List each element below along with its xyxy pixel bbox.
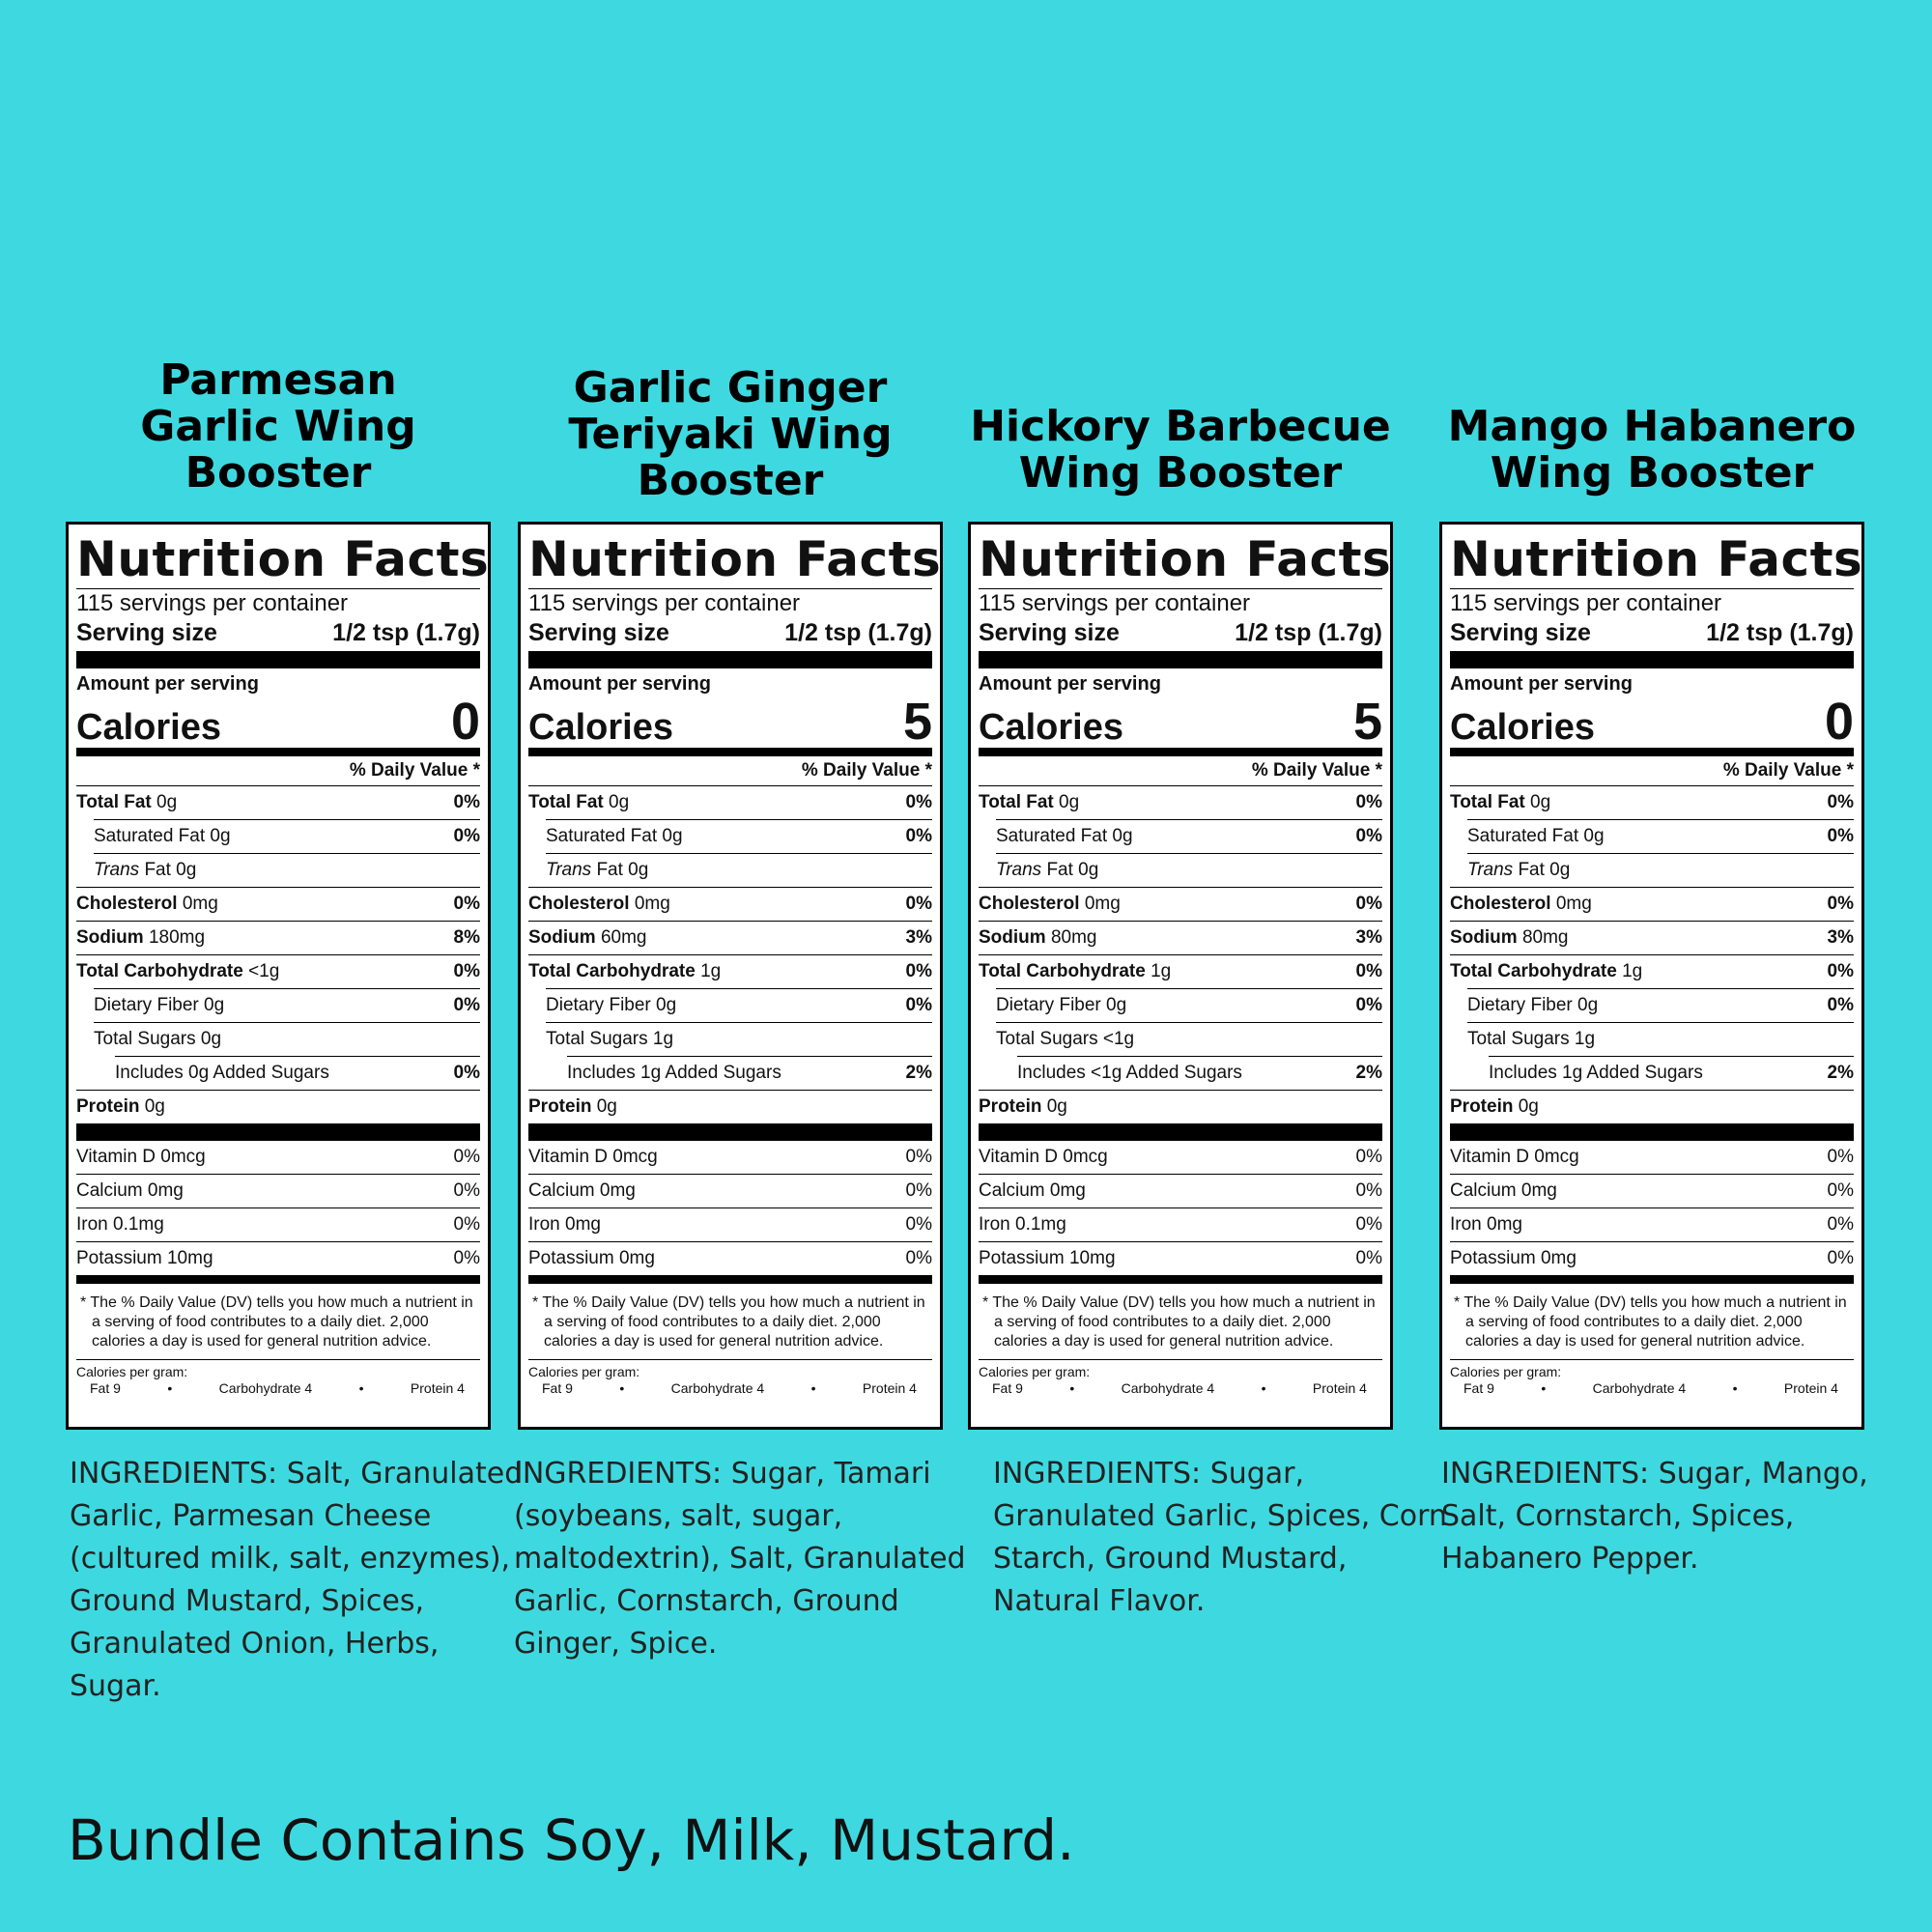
dietary-fiber-row (546, 988, 932, 1022)
cpg-protein: Protein 4 (1312, 1380, 1367, 1396)
protein-row (979, 1090, 1382, 1123)
protein-amount: 0g (1518, 1096, 1539, 1117)
bundle-allergens: Bundle Contains Soy, Milk, Mustard. (68, 1807, 1075, 1873)
servings-per-container: 115 servings per container (528, 590, 801, 616)
nutrition-facts-title: Nutrition Facts (979, 531, 1392, 587)
bullet: • (1261, 1380, 1266, 1396)
nutrition-facts-panel (518, 522, 943, 1430)
added-sugars-pct: 2% (905, 1063, 932, 1083)
dietary-fiber-pct: 0% (905, 995, 932, 1015)
product-title-line: Garlic Wing (140, 402, 416, 451)
saturated-fat-row (1467, 819, 1854, 853)
sodium-label: Sodium (1450, 927, 1518, 948)
cholesterol-pct: 0% (453, 894, 480, 914)
ingredients-text: INGREDIENTS: Sugar, Tamari (soybeans, salt, sugar, maltodextrin), Salt, Granulated Garlic, Cornstarch, Ground Ginger, Spice. (514, 1457, 966, 1661)
saturated-fat-pct: 0% (905, 826, 932, 846)
total-carbohydrate-row (1450, 954, 1854, 988)
calories-value: 0 (450, 693, 480, 751)
added-sugars-label: Includes 1g Added Sugars (567, 1063, 781, 1083)
total-carbohydrate-pct: 0% (1827, 961, 1854, 981)
serving-size-value: 1/2 tsp (1.7g) (332, 619, 480, 646)
nutrition-facts-panel (968, 522, 1393, 1430)
calories-value: 5 (902, 693, 932, 751)
total-fat-row (1450, 785, 1854, 819)
cholesterol-row (979, 887, 1382, 921)
cholesterol-pct: 0% (1355, 894, 1382, 914)
potassium-label: Potassium 10mg (76, 1248, 213, 1268)
total-fat-row (979, 785, 1382, 819)
total-carbohydrate-label: Total Carbohydrate (76, 961, 243, 981)
saturated-fat-row (996, 819, 1382, 853)
calories-label: Calories (76, 707, 221, 748)
protein-row (1450, 1090, 1854, 1123)
total-carbohydrate-amount: 1g (1151, 961, 1172, 981)
daily-value-footnote: * The % Daily Value (DV) tells you how much a nutrient in a serving of food contributes to a daily diet. 2,000 calories a day is used for general nutrition advice. (532, 1294, 925, 1350)
serving-size-label: Serving size (1450, 619, 1591, 646)
potassium-label: Potassium 10mg (979, 1248, 1116, 1268)
vitamin-d-pct: 0% (1827, 1147, 1854, 1167)
sodium-label: Sodium (979, 927, 1046, 948)
trans-fat-row (546, 853, 932, 887)
added-sugars-row (115, 1056, 480, 1090)
dietary-fiber-row (94, 988, 480, 1022)
iron-pct: 0% (453, 1214, 480, 1235)
trans-fat-row (94, 853, 480, 887)
total-carbohydrate-pct: 0% (453, 961, 480, 981)
product-title-line: Booster (637, 456, 824, 505)
total-sugars-row (996, 1022, 1382, 1056)
total-fat-pct: 0% (905, 792, 932, 812)
product-title-line: Parmesan (159, 355, 397, 405)
calories-value: 5 (1352, 693, 1382, 751)
calcium-pct: 0% (453, 1180, 480, 1201)
nutrition-facts-panel (1439, 522, 1864, 1430)
product-title-line: Wing Booster (1490, 448, 1814, 497)
cholesterol-amount: 0mg (634, 894, 670, 914)
product-title-line: Booster (185, 448, 372, 497)
vitamin-d-label: Vitamin D 0mcg (528, 1147, 658, 1167)
total-fat-amount: 0g (609, 792, 630, 812)
iron-row (979, 1208, 1382, 1241)
total-fat-pct: 0% (1827, 792, 1854, 812)
protein-amount: 0g (1046, 1096, 1067, 1117)
total-sugars-label: Total Sugars 1g (1467, 1029, 1596, 1049)
calcium-pct: 0% (1355, 1180, 1382, 1201)
dietary-fiber-row (1467, 988, 1854, 1022)
total-carbohydrate-row (979, 954, 1382, 988)
amount-per-serving: Amount per serving (979, 673, 1161, 695)
trans-fat-amount: Fat 0g (1046, 860, 1099, 880)
calories-row (1450, 693, 1854, 751)
serving-size-label: Serving size (528, 619, 669, 646)
dietary-fiber-label: Dietary Fiber 0g (1467, 995, 1599, 1015)
product-title-line: Mango Habanero (1447, 402, 1857, 451)
sodium-amount: 80mg (1521, 927, 1569, 948)
bullet: • (619, 1380, 625, 1396)
potassium-pct: 0% (453, 1248, 480, 1268)
protein-amount: 0g (144, 1096, 165, 1117)
total-carbohydrate-row (76, 954, 480, 988)
bullet: • (1541, 1380, 1547, 1396)
vitamin-d-label: Vitamin D 0mcg (76, 1147, 206, 1167)
daily-value-header: % Daily Value * (1722, 760, 1854, 781)
sodium-pct: 3% (1827, 927, 1854, 948)
potassium-row (979, 1241, 1382, 1275)
cholesterol-row (1450, 887, 1854, 921)
protein-label: Protein (1450, 1096, 1514, 1117)
ingredients-text: INGREDIENTS: Sugar, Mango, Salt, Cornstarch, Spices, Habanero Pepper. (1441, 1457, 1868, 1576)
potassium-pct: 0% (1355, 1248, 1382, 1268)
cholesterol-label: Cholesterol (979, 894, 1080, 914)
calories-label: Calories (979, 707, 1123, 748)
bullet: • (167, 1380, 173, 1396)
cholesterol-row (76, 887, 480, 921)
added-sugars-row (1489, 1056, 1854, 1090)
iron-label: Iron 0.1mg (76, 1214, 164, 1235)
calcium-label: Calcium 0mg (76, 1180, 184, 1201)
calories-per-gram-row (76, 1379, 480, 1397)
protein-label: Protein (979, 1096, 1042, 1117)
vitamin-d-pct: 0% (905, 1147, 932, 1167)
total-fat-pct: 0% (1355, 792, 1382, 812)
iron-label: Iron 0mg (528, 1214, 601, 1235)
cpg-fat: Fat 9 (90, 1380, 121, 1396)
bullet: • (1732, 1380, 1738, 1396)
calcium-pct: 0% (1827, 1180, 1854, 1201)
total-fat-label: Total Fat (1450, 792, 1525, 812)
total-carbohydrate-pct: 0% (905, 961, 932, 981)
total-sugars-row (94, 1022, 480, 1056)
trans-fat-amount: Fat 0g (596, 860, 649, 880)
saturated-fat-pct: 0% (1355, 826, 1382, 846)
protein-label: Protein (76, 1096, 140, 1117)
added-sugars-pct: 2% (1827, 1063, 1854, 1083)
calcium-label: Calcium 0mg (979, 1180, 1086, 1201)
added-sugars-label: Includes <1g Added Sugars (1017, 1063, 1242, 1083)
iron-label: Iron 0mg (1450, 1214, 1522, 1235)
cpg-fat: Fat 9 (542, 1380, 573, 1396)
total-fat-amount: 0g (1059, 792, 1080, 812)
total-carbohydrate-pct: 0% (1355, 961, 1382, 981)
saturated-fat-label: Saturated Fat 0g (94, 826, 231, 846)
total-carbohydrate-label: Total Carbohydrate (1450, 961, 1617, 981)
cpg-fat: Fat 9 (992, 1380, 1023, 1396)
calories-per-gram-row (528, 1379, 932, 1397)
serving-size (1450, 618, 1854, 651)
added-sugars-pct: 2% (1355, 1063, 1382, 1083)
iron-row (76, 1208, 480, 1241)
total-sugars-label: Total Sugars <1g (996, 1029, 1135, 1049)
potassium-row (1450, 1241, 1854, 1275)
vitamin-d-pct: 0% (1355, 1147, 1382, 1167)
sodium-label: Sodium (528, 927, 596, 948)
calcium-row (1450, 1174, 1854, 1208)
sodium-amount: 80mg (1050, 927, 1097, 948)
total-fat-amount: 0g (1530, 792, 1551, 812)
bullet: • (810, 1380, 816, 1396)
saturated-fat-label: Saturated Fat 0g (1467, 826, 1605, 846)
cholesterol-amount: 0mg (1555, 894, 1592, 914)
product-title-line: Garlic Ginger (573, 363, 888, 412)
calcium-row (76, 1174, 480, 1208)
dietary-fiber-label: Dietary Fiber 0g (94, 995, 225, 1015)
daily-value-footnote: * The % Daily Value (DV) tells you how much a nutrient in a serving of food contributes to a daily diet. 2,000 calories a day is used for general nutrition advice. (80, 1294, 473, 1350)
total-fat-row (528, 785, 932, 819)
product-title-line: Wing Booster (1018, 448, 1343, 497)
sodium-row (76, 921, 480, 954)
sodium-row (1450, 921, 1854, 954)
total-carbohydrate-label: Total Carbohydrate (979, 961, 1146, 981)
total-carbohydrate-amount: 1g (700, 961, 722, 981)
calories-row (979, 693, 1382, 751)
sodium-pct: 3% (1355, 927, 1382, 948)
saturated-fat-row (546, 819, 932, 853)
total-fat-pct: 0% (453, 792, 480, 812)
calories-label: Calories (1450, 707, 1595, 748)
iron-pct: 0% (1355, 1214, 1382, 1235)
product-title-line: Hickory Barbecue (970, 402, 1391, 451)
sodium-row (528, 921, 932, 954)
serving-size-value: 1/2 tsp (1.7g) (1706, 619, 1854, 646)
calcium-row (979, 1174, 1382, 1208)
serving-size (528, 618, 932, 651)
serving-size-value: 1/2 tsp (1.7g) (784, 619, 932, 646)
sodium-label: Sodium (76, 927, 144, 948)
cholesterol-label: Cholesterol (528, 894, 630, 914)
servings-per-container: 115 servings per container (979, 590, 1251, 616)
dietary-fiber-pct: 0% (453, 995, 480, 1015)
trans-fat-label: Trans (546, 860, 592, 880)
vitamin-d-label: Vitamin D 0mcg (1450, 1147, 1579, 1167)
cpg-protein: Protein 4 (1783, 1380, 1838, 1396)
iron-row (1450, 1208, 1854, 1241)
amount-per-serving: Amount per serving (76, 673, 259, 695)
vitamin-d-row (528, 1141, 932, 1174)
vitamin-d-pct: 0% (453, 1147, 480, 1167)
calcium-row (528, 1174, 932, 1208)
iron-label: Iron 0.1mg (979, 1214, 1066, 1235)
potassium-row (76, 1241, 480, 1275)
serving-size (76, 618, 480, 651)
dietary-fiber-pct: 0% (1827, 995, 1854, 1015)
bullet: • (358, 1380, 364, 1396)
trans-fat-row (996, 853, 1382, 887)
calories-row (76, 693, 480, 751)
calories-per-gram-label: Calories per gram: (76, 1364, 188, 1379)
ingredients-text: INGREDIENTS: Sugar, Granulated Garlic, Spices, Corn Starch, Ground Mustard, Natural Flavor. (993, 1457, 1447, 1618)
vitamin-d-row (979, 1141, 1382, 1174)
bullet: • (1069, 1380, 1075, 1396)
servings-per-container: 115 servings per container (76, 590, 349, 616)
calories-row (528, 693, 932, 751)
calories-per-gram-label: Calories per gram: (528, 1364, 640, 1379)
sodium-row (979, 921, 1382, 954)
potassium-row (528, 1241, 932, 1275)
total-carbohydrate-row (528, 954, 932, 988)
ingredients-text: INGREDIENTS: Salt, Granulated Garlic, Parmesan Cheese (cultured milk, salt, enzymes), Ground Mustard, Spices, Granulated Onion, Herbs, Sugar. (70, 1457, 524, 1703)
saturated-fat-label: Saturated Fat 0g (546, 826, 683, 846)
serving-size-label: Serving size (76, 619, 217, 646)
vitamin-d-label: Vitamin D 0mcg (979, 1147, 1108, 1167)
daily-value-header: % Daily Value * (349, 760, 480, 781)
cpg-carbohydrate: Carbohydrate 4 (1121, 1380, 1215, 1396)
total-fat-label: Total Fat (979, 792, 1054, 812)
added-sugars-pct: 0% (453, 1063, 480, 1083)
total-fat-amount: 0g (156, 792, 178, 812)
total-sugars-label: Total Sugars 0g (94, 1029, 222, 1049)
cpg-carbohydrate: Carbohydrate 4 (1592, 1380, 1687, 1396)
protein-amount: 0g (596, 1096, 617, 1117)
iron-pct: 0% (905, 1214, 932, 1235)
trans-fat-label: Trans (1467, 860, 1514, 880)
sodium-pct: 8% (453, 927, 480, 948)
cholesterol-label: Cholesterol (1450, 894, 1551, 914)
serving-size (979, 618, 1382, 651)
daily-value-footnote: * The % Daily Value (DV) tells you how much a nutrient in a serving of food contributes to a daily diet. 2,000 calories a day is used for general nutrition advice. (1454, 1294, 1847, 1350)
trans-fat-label: Trans (94, 860, 140, 880)
cholesterol-row (528, 887, 932, 921)
calcium-pct: 0% (905, 1180, 932, 1201)
cholesterol-pct: 0% (905, 894, 932, 914)
cpg-protein: Protein 4 (410, 1380, 465, 1396)
dietary-fiber-label: Dietary Fiber 0g (996, 995, 1127, 1015)
calories-per-gram-label: Calories per gram: (1450, 1364, 1562, 1379)
amount-per-serving: Amount per serving (528, 673, 711, 695)
calories-per-gram-row (979, 1379, 1382, 1397)
sodium-amount: 180mg (148, 927, 206, 948)
cholesterol-amount: 0mg (1084, 894, 1121, 914)
calories-label: Calories (528, 707, 673, 748)
calcium-label: Calcium 0mg (1450, 1180, 1557, 1201)
total-sugars-row (1467, 1022, 1854, 1056)
daily-value-footnote: * The % Daily Value (DV) tells you how much a nutrient in a serving of food contributes to a daily diet. 2,000 calories a day is used for general nutrition advice. (982, 1294, 1376, 1350)
product-title-line: Teriyaki Wing (568, 410, 893, 459)
total-sugars-row (546, 1022, 932, 1056)
calories-per-gram-row (1450, 1379, 1854, 1397)
added-sugars-row (1017, 1056, 1382, 1090)
servings-per-container: 115 servings per container (1450, 590, 1722, 616)
iron-row (528, 1208, 932, 1241)
cholesterol-label: Cholesterol (76, 894, 178, 914)
potassium-label: Potassium 0mg (528, 1248, 655, 1268)
added-sugars-label: Includes 1g Added Sugars (1489, 1063, 1703, 1083)
protein-row (76, 1090, 480, 1123)
saturated-fat-pct: 0% (453, 826, 480, 846)
protein-row (528, 1090, 932, 1123)
dietary-fiber-row (996, 988, 1382, 1022)
amount-per-serving: Amount per serving (1450, 673, 1633, 695)
saturated-fat-pct: 0% (1827, 826, 1854, 846)
iron-pct: 0% (1827, 1214, 1854, 1235)
total-carbohydrate-label: Total Carbohydrate (528, 961, 696, 981)
cholesterol-amount: 0mg (182, 894, 218, 914)
serving-size-value: 1/2 tsp (1.7g) (1235, 619, 1382, 646)
serving-size-label: Serving size (979, 619, 1120, 646)
nutrition-facts-title: Nutrition Facts (528, 531, 942, 587)
trans-fat-amount: Fat 0g (1518, 860, 1571, 880)
nutrition-facts-panel (66, 522, 491, 1430)
total-carbohydrate-amount: <1g (248, 961, 280, 981)
nutrition-facts-title: Nutrition Facts (76, 531, 490, 587)
vitamin-d-row (1450, 1141, 1854, 1174)
nutrition-facts-title: Nutrition Facts (1450, 531, 1863, 587)
total-fat-label: Total Fat (528, 792, 604, 812)
added-sugars-row (567, 1056, 932, 1090)
trans-fat-label: Trans (996, 860, 1042, 880)
trans-fat-amount: Fat 0g (144, 860, 197, 880)
cpg-protein: Protein 4 (862, 1380, 917, 1396)
total-sugars-label: Total Sugars 1g (546, 1029, 674, 1049)
potassium-pct: 0% (905, 1248, 932, 1268)
calories-per-gram-label: Calories per gram: (979, 1364, 1091, 1379)
total-fat-label: Total Fat (76, 792, 152, 812)
cpg-fat: Fat 9 (1463, 1380, 1494, 1396)
trans-fat-row (1467, 853, 1854, 887)
daily-value-header: % Daily Value * (1251, 760, 1382, 781)
cpg-carbohydrate: Carbohydrate 4 (218, 1380, 313, 1396)
vitamin-d-row (76, 1141, 480, 1174)
saturated-fat-row (94, 819, 480, 853)
dietary-fiber-label: Dietary Fiber 0g (546, 995, 677, 1015)
cholesterol-pct: 0% (1827, 894, 1854, 914)
total-fat-row (76, 785, 480, 819)
cpg-carbohydrate: Carbohydrate 4 (670, 1380, 765, 1396)
added-sugars-label: Includes 0g Added Sugars (115, 1063, 329, 1083)
dietary-fiber-pct: 0% (1355, 995, 1382, 1015)
total-carbohydrate-amount: 1g (1622, 961, 1643, 981)
potassium-pct: 0% (1827, 1248, 1854, 1268)
sodium-amount: 60mg (600, 927, 647, 948)
sodium-pct: 3% (905, 927, 932, 948)
protein-label: Protein (528, 1096, 592, 1117)
calcium-label: Calcium 0mg (528, 1180, 636, 1201)
calories-value: 0 (1824, 693, 1854, 751)
saturated-fat-label: Saturated Fat 0g (996, 826, 1133, 846)
potassium-label: Potassium 0mg (1450, 1248, 1577, 1268)
daily-value-header: % Daily Value * (801, 760, 932, 781)
